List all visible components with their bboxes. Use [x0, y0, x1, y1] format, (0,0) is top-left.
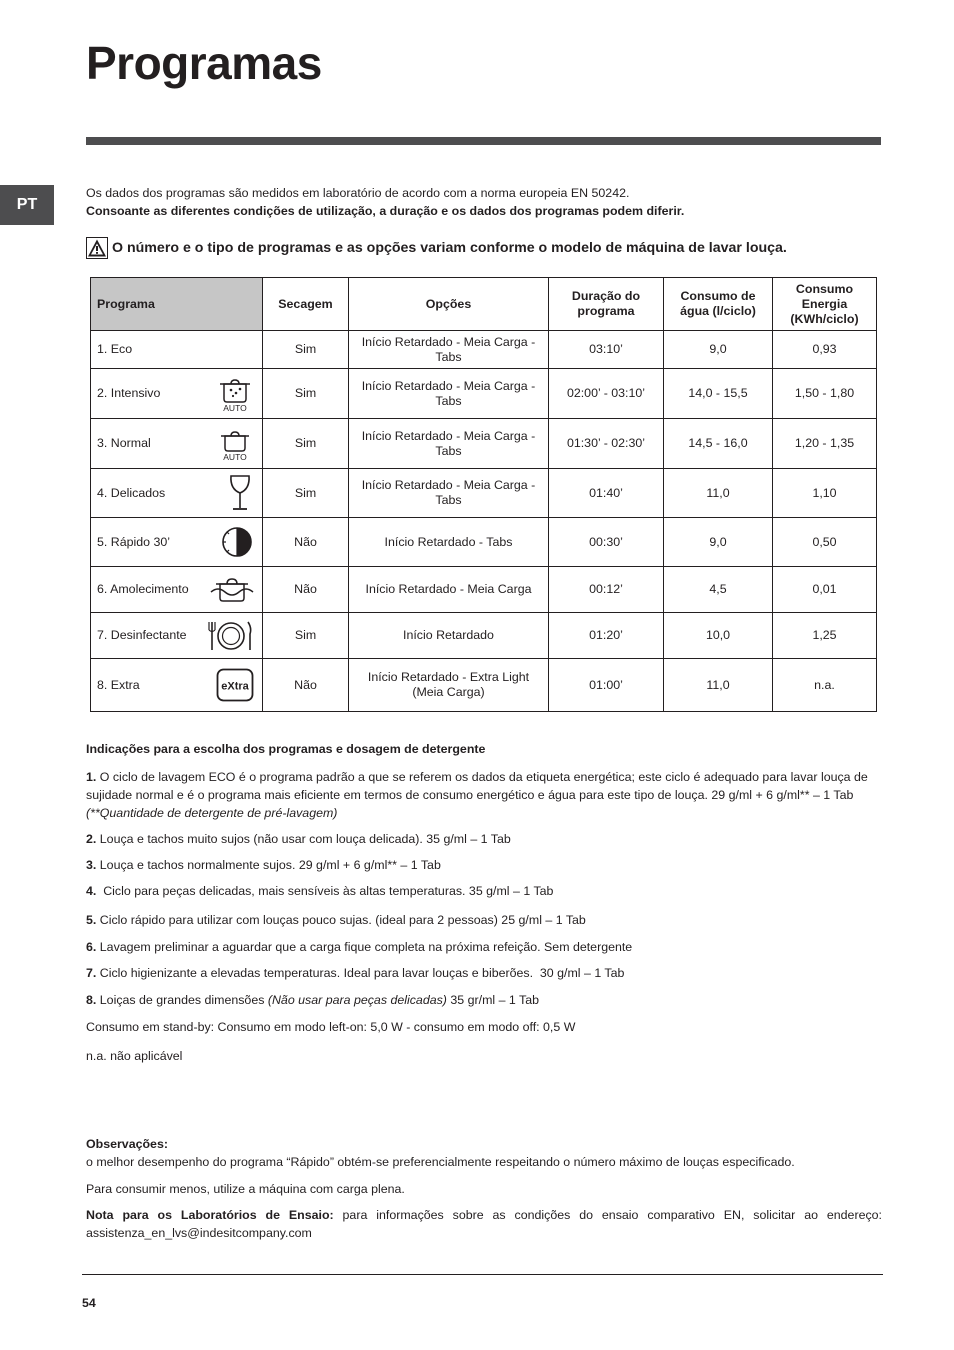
- intro-line-bold: Consoante as diferentes condições de utilização, a duração e os dados dos programas podem diferir.: [86, 204, 685, 218]
- water-cell: 10,0: [664, 613, 773, 659]
- note-item: [86, 768, 882, 822]
- drying-cell: Sim: [263, 419, 349, 469]
- water-cell: 14,5 - 16,0: [664, 419, 773, 469]
- duration-cell: 03:10’: [549, 331, 664, 369]
- note-item: [86, 911, 882, 929]
- pot-icon-label: AUTO: [223, 402, 247, 412]
- note-text: Loiças de grandes dimensões: [96, 993, 268, 1007]
- duration-cell: 00:30’: [549, 518, 664, 567]
- page-title: Programas: [86, 37, 322, 89]
- program-cell: [91, 469, 263, 518]
- energy-cell: 1,10: [773, 469, 877, 518]
- program-name: 8. Extra: [97, 677, 140, 692]
- pot-soak-icon: [210, 574, 254, 606]
- table-row: [91, 331, 877, 369]
- water-cell: 11,0: [664, 659, 773, 712]
- options-cell: Início Retardado - Meia Carga - Tabs: [349, 331, 549, 369]
- note-text: Ciclo rápido para utilizar com louças pouco sujas. (ideal para 2 pessoas) 25 g/ml – 1 Tab: [96, 913, 586, 927]
- footer-divider: [82, 1274, 883, 1275]
- water-cell: 9,0: [664, 518, 773, 567]
- header-program: Programa: [91, 278, 263, 331]
- note-item: [86, 856, 882, 874]
- warning-triangle-icon: [86, 237, 108, 259]
- note-number: 3.: [86, 858, 97, 872]
- energy-cell: 0,93: [773, 331, 877, 369]
- note-item: [86, 964, 882, 982]
- header-energy: Consumo Energia (KWh/ciclo): [773, 278, 877, 331]
- note-item: [86, 830, 882, 848]
- note-number: 8.: [86, 993, 97, 1007]
- options-cell: Início Retardado - Meia Carga - Tabs: [349, 419, 549, 469]
- standby-consumption: Consumo em stand-by: Consumo em modo left-on: 5,0 W - consumo em modo off: 0,5 W: [86, 1020, 576, 1034]
- duration-cell: 01:20’: [549, 613, 664, 659]
- program-cell: [91, 331, 263, 369]
- program-cell: [91, 613, 263, 659]
- note-number: 6.: [86, 940, 97, 954]
- note-number: 5.: [86, 913, 97, 927]
- table-row: [91, 613, 877, 659]
- options-cell: Início Retardado - Meia Carga: [349, 567, 549, 613]
- intro-line: Os dados dos programas são medidos em laboratório de acordo com a norma europeia EN 50242.: [86, 186, 630, 200]
- header-water: Consumo de água (l/ciclo): [664, 278, 773, 331]
- note-number: 2.: [86, 832, 97, 846]
- energy-cell: n.a.: [773, 659, 877, 712]
- table-row: [91, 518, 877, 567]
- programs-table: [90, 277, 877, 712]
- observations-text: Para consumir menos, utilize a máquina com carga plena.: [86, 1182, 405, 1196]
- water-cell: 9,0: [664, 331, 773, 369]
- table-header-row: [91, 278, 877, 331]
- half-clock-icon: [220, 525, 254, 559]
- na-legend: n.a. não aplicável: [86, 1049, 183, 1063]
- note-number: 7.: [86, 966, 97, 980]
- options-cell: Início Retardado - Tabs: [349, 518, 549, 567]
- extra-badge-icon: [216, 668, 254, 702]
- duration-cell: 02:00’ - 03:10’: [549, 369, 664, 419]
- language-tab: PT: [0, 185, 54, 225]
- observations-heading: Observações:: [86, 1137, 168, 1151]
- pot-icon-label: AUTO: [223, 451, 247, 461]
- energy-cell: 1,50 - 1,80: [773, 369, 877, 419]
- notes-heading: Indicações para a escolha dos programas e dosagem de detergente: [86, 742, 486, 756]
- lab-note-label: Nota para os Laboratórios de Ensaio:: [86, 1208, 334, 1222]
- header-options: Opções: [349, 278, 549, 331]
- note-italic: (Não usar para peças delicadas): [267, 993, 447, 1007]
- note-number: 4.: [86, 884, 97, 898]
- duration-cell: 01:30’ - 02:30’: [549, 419, 664, 469]
- program-cell: [91, 659, 263, 712]
- table-row: [91, 659, 877, 712]
- table-row: [91, 369, 877, 419]
- program-cell: [91, 518, 263, 567]
- note-text: Louça e tachos muito sujos (não usar com louça delicada). 35 g/ml – 1 Tab: [96, 832, 511, 846]
- energy-cell: 1,20 - 1,35: [773, 419, 877, 469]
- table-row: [91, 469, 877, 518]
- table-row: [91, 567, 877, 613]
- duration-cell: 01:40’: [549, 469, 664, 518]
- note-text: Louça e tachos normalmente sujos. 29 g/ml + 6 g/ml** – 1 Tab: [96, 858, 441, 872]
- drying-cell: Sim: [263, 613, 349, 659]
- options-cell: Início Retardado: [349, 613, 549, 659]
- drying-cell: Não: [263, 567, 349, 613]
- drying-cell: Não: [263, 659, 349, 712]
- pot-dirty-icon: [216, 376, 254, 412]
- water-cell: 11,0: [664, 469, 773, 518]
- program-cell: [91, 567, 263, 613]
- program-name: 1. Eco: [97, 342, 133, 356]
- program-name: 4. Delicados: [97, 485, 166, 500]
- header-duration: Duração do programa: [549, 278, 664, 331]
- note-text: Ciclo higienizante a elevadas temperaturas. Ideal para lavar louças e biberões. 30 g/ml – 1 Tab: [96, 966, 625, 980]
- warning-text: O número e o tipo de programas e as opções variam conforme o modelo de máquina de lavar louça.: [112, 240, 787, 256]
- program-notes: [86, 740, 882, 1242]
- water-cell: 4,5: [664, 567, 773, 613]
- note-number: 1.: [86, 770, 97, 784]
- header-drying: Secagem: [263, 278, 349, 331]
- drying-cell: Sim: [263, 369, 349, 419]
- energy-cell: 0,01: [773, 567, 877, 613]
- program-name: 6. Amolecimento: [97, 582, 189, 596]
- drying-cell: Sim: [263, 331, 349, 369]
- note-text: Ciclo para peças delicadas, mais sensíveis às altas temperaturas. 35 g/ml – 1 Tab: [96, 884, 554, 898]
- note-item: [86, 882, 882, 900]
- note-text-after: 35 gr/ml – 1 Tab: [446, 993, 540, 1007]
- program-cell: [91, 369, 263, 419]
- note-text: O ciclo de lavagem ECO é o programa padrão a que se referem os dados da etiqueta energética; este ciclo é adequado para lavar louça de sujidade normal e é o programa mais eficiente em termos de consumo energético e água para este tipo de louça. 29 g/ml + 6 g/ml** – 1 Tab: [86, 770, 868, 802]
- program-name: 2. Intensivo: [97, 386, 161, 400]
- drying-cell: Não: [263, 518, 349, 567]
- title-divider: [86, 137, 881, 145]
- options-cell: Início Retardado - Extra Light (Meia Carga): [349, 659, 549, 712]
- observations-text: o melhor desempenho do programa “Rápido” obtém-se preferencialmente respeitando o número máximo de louças especificado.: [86, 1155, 795, 1169]
- note-item: [86, 938, 882, 956]
- intro-block: [86, 184, 886, 220]
- energy-cell: 0,50: [773, 518, 877, 567]
- program-name: 5. Rápido 30’: [97, 534, 171, 549]
- duration-cell: 01:00’: [549, 659, 664, 712]
- water-cell: 14,0 - 15,5: [664, 369, 773, 419]
- lab-note: [86, 1206, 882, 1242]
- note-text: Lavagem preliminar a aguardar que a carga fique completa na próxima refeição. Sem detergente: [96, 940, 633, 954]
- program-name: 7. Desinfectante: [97, 628, 187, 642]
- options-cell: Início Retardado - Meia Carga - Tabs: [349, 369, 549, 419]
- plate-cutlery-icon: [208, 618, 254, 654]
- drying-cell: Sim: [263, 469, 349, 518]
- pot-icon: [216, 427, 254, 461]
- page-number: 54: [82, 1296, 96, 1310]
- wine-glass-icon: [226, 473, 254, 513]
- lab-note-text: para informações sobre as condições do ensaio comparativo EN, solicitar ao endereço: assistenza_en_lvs@indesitcompany.com: [86, 1208, 882, 1240]
- note-item: [86, 991, 882, 1009]
- energy-cell: 1,25: [773, 613, 877, 659]
- program-cell: [91, 419, 263, 469]
- options-cell: Início Retardado - Meia Carga - Tabs: [349, 469, 549, 518]
- extra-badge-label: eXtra: [221, 680, 249, 693]
- table-row: [91, 419, 877, 469]
- duration-cell: 00:12’: [549, 567, 664, 613]
- program-name: 3. Normal: [97, 436, 151, 450]
- note-italic: (**Quantidade de detergente de pré-lavagem): [86, 806, 338, 820]
- warning-note: [86, 237, 886, 259]
